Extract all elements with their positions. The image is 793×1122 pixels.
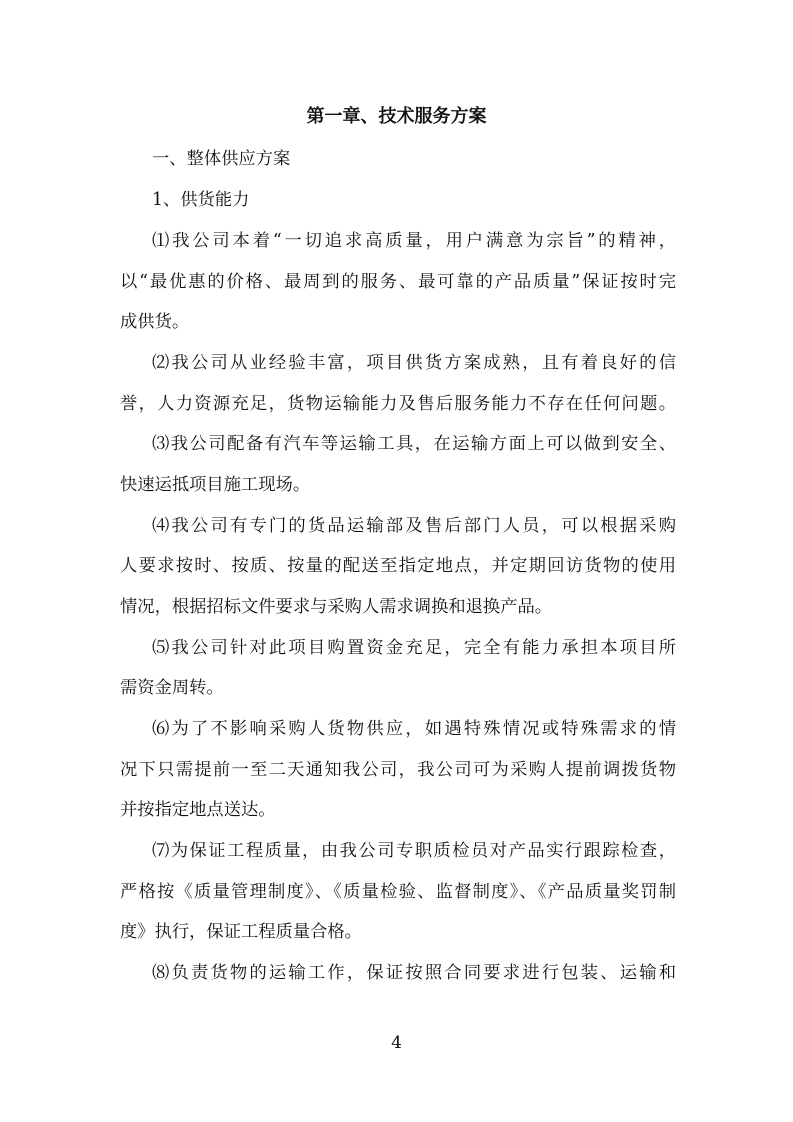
paragraph-line: 誉，人力资源充足，货物运输能力及售后服务能力不存在任何问题。	[120, 394, 676, 414]
paragraph-line: ⑷我公司有专门的货品运输部及售后部门人员，可以根据采购	[152, 516, 676, 536]
paragraph-line: 以“最优惠的价格、最周到的服务、最可靠的产品质量”保证按时完	[120, 272, 676, 292]
paragraph-line: 成供货。	[120, 312, 190, 332]
paragraph-line: ⑶我公司配备有汽车等运输工具，在运输方面上可以做到安全、	[152, 434, 676, 454]
paragraph-line: 况下只需提前一至二天通知我公司，我公司可为采购人提前调拨货物	[120, 760, 676, 780]
paragraph-line: 需资金周转。	[120, 678, 224, 698]
paragraph-line: ⑵我公司从业经验丰富，项目供货方案成熟，且有着良好的信	[152, 353, 676, 373]
page-number: 4	[391, 1033, 402, 1053]
paragraph-line: ⑻负责货物的运输工作，保证按照合同要求进行包装、运输和	[152, 963, 676, 983]
paragraph-line: 严格按《质量管理制度》、《质量检验、监督制度》、《产品质量奖罚制	[120, 882, 676, 902]
paragraph-line: 度》执行，保证工程质量合格。	[120, 922, 362, 942]
chapter-title: 第一章、技术服务方案	[306, 106, 487, 127]
paragraph-line: 人要求按时、按质、按量的配送至指定地点，并定期回访货物的使用	[120, 556, 676, 576]
paragraph-line: ⑸我公司针对此项目购置资金充足，完全有能力承担本项目所	[152, 638, 676, 658]
paragraph-line: ⑹为了不影响采购人货物供应，如遇特殊情况或特殊需求的情	[152, 719, 676, 739]
paragraph-line: 快速运抵项目施工现场。	[120, 475, 311, 495]
section-heading: 一、整体供应方案	[152, 149, 291, 169]
paragraph-line: 并按指定地点送达。	[120, 800, 276, 820]
paragraph-line: ⑺为保证工程质量，由我公司专职质检员对产品实行跟踪检查，	[152, 841, 676, 861]
paragraph-line: 情况，根据招标文件要求与采购人需求调换和退换产品。	[120, 597, 553, 617]
paragraph-line: ⑴我公司本着“一切追求高质量，用户满意为宗旨”的精神，	[152, 231, 676, 251]
subsection-heading: 1、供货能力	[152, 190, 250, 210]
